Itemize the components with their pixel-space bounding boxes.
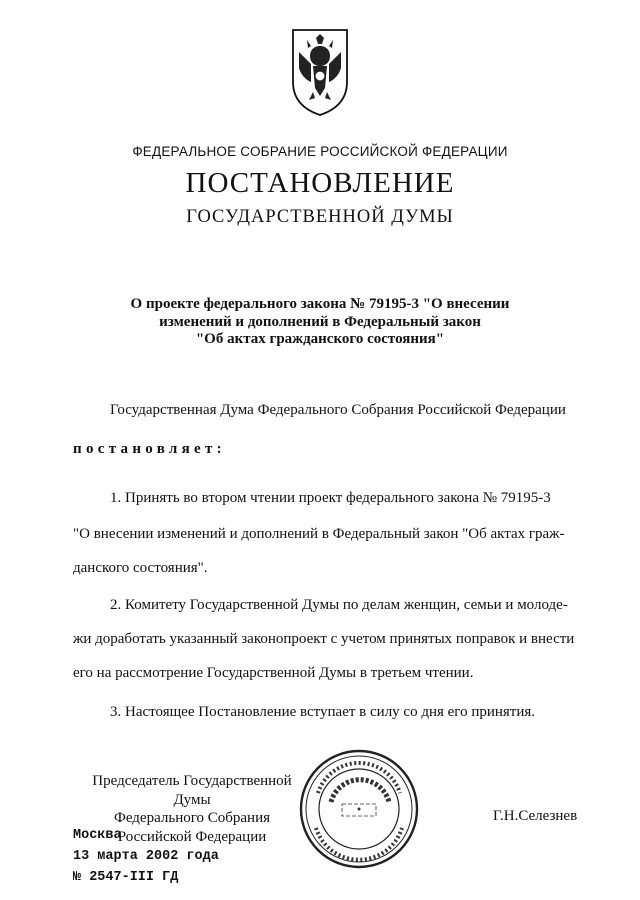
signatory-name: Г.Н.Селезнев	[493, 808, 578, 824]
item-1-line: 1. Принять во втором чтении проект федерального закона № 79195-3	[110, 490, 551, 506]
document-number: № 2547-III ГД	[73, 870, 179, 885]
subject-line: О проекте федерального закона № 79195-3 "О внесении	[130, 296, 510, 312]
document-date: 13 марта 2002 года	[73, 849, 219, 864]
resolves-word: постановляет:	[73, 441, 226, 457]
document-type: ПОСТАНОВЛЕНИЕ	[185, 167, 455, 199]
official-stamp	[298, 748, 420, 870]
item-2-line: 2. Комитету Государственной Думы по делам женщин, семьи и молоде-	[110, 597, 568, 613]
item-1-line: "О внесении изменений и дополнений в Федеральный закон "Об актах граж-	[73, 526, 565, 542]
item-1-line: данского состояния".	[73, 560, 208, 576]
item-2-line: жи доработать указанный законопроект с учетом принятых поправок и внести	[73, 631, 575, 647]
signatory-title-line: Российской Федерации	[117, 828, 267, 845]
place-of-signing: Москва	[73, 828, 122, 843]
signatory-title-line: Председатель Государственной Думы	[92, 773, 292, 808]
coat-of-arms-icon	[289, 26, 351, 118]
signatory-title-line: Федерального Собрания	[113, 810, 271, 826]
subject-line: изменений и дополнений в Федеральный закон	[159, 313, 481, 330]
item-2-line: его на рассмотрение Государственной Думы в третьем чтении.	[73, 665, 474, 681]
issuing-body: ГОСУДАРСТВЕННОЙ ДУМЫ	[186, 207, 454, 227]
item-3-line: 3. Настоящее Постановление вступает в силу со дня его принятия.	[110, 704, 536, 720]
preamble: Государственная Дума Федерального Собрания Российской Федерации	[110, 402, 566, 418]
subject-line: "Об актах гражданского состояния"	[195, 331, 445, 347]
organization-name: ФЕДЕРАЛЬНОЕ СОБРАНИЕ РОССИЙСКОЙ ФЕДЕРАЦИИ	[132, 144, 508, 159]
document-subject	[90, 296, 550, 349]
